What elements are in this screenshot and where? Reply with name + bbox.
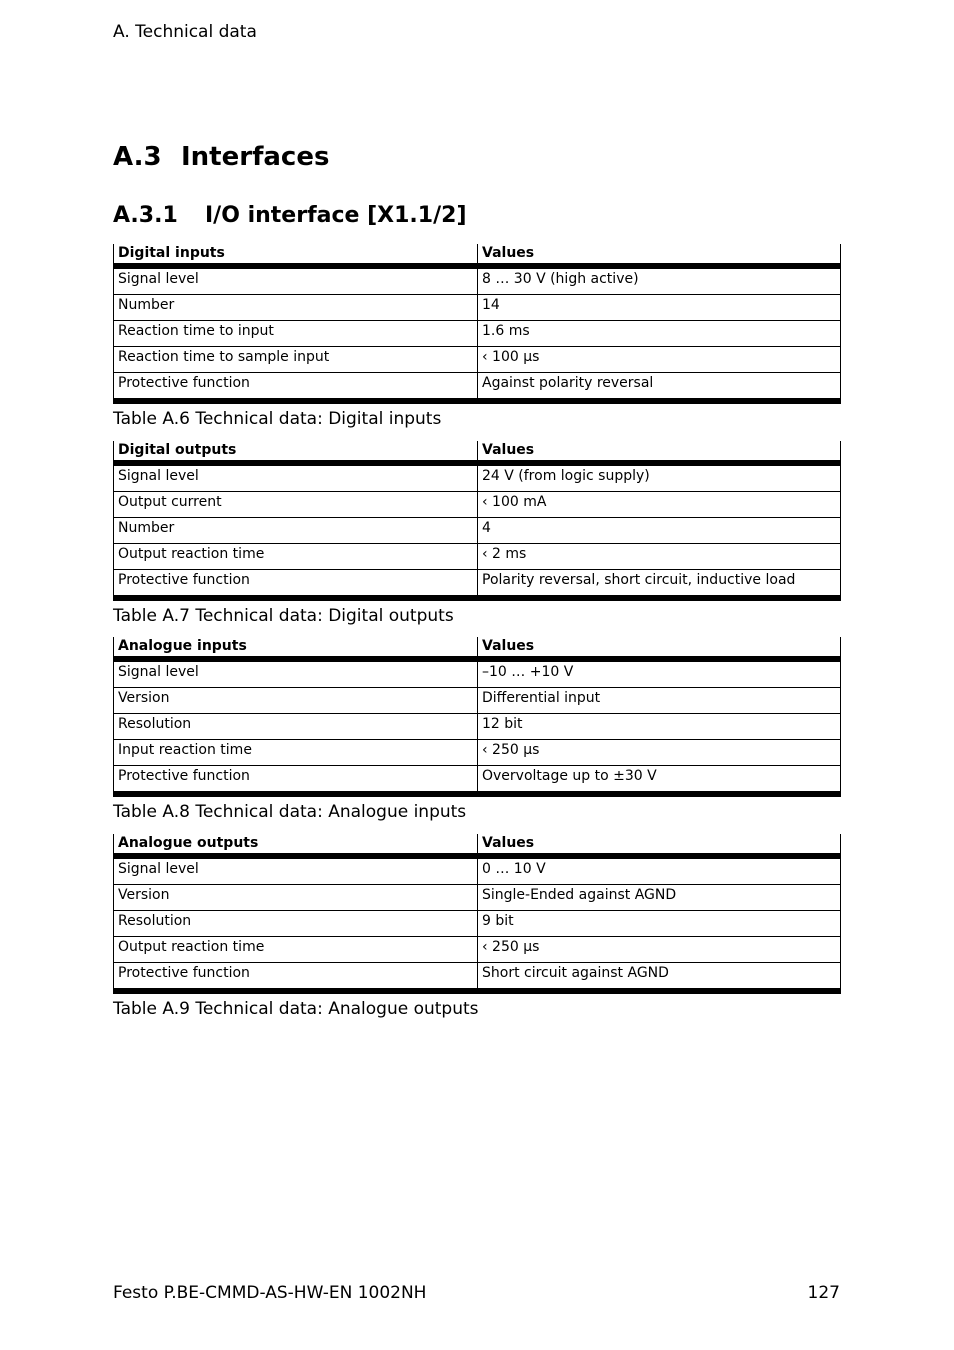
column-header: Digital outputs bbox=[114, 441, 478, 463]
value-cell: ‹ 100 µs bbox=[478, 347, 841, 373]
column-header: Values bbox=[478, 834, 841, 856]
digital-inputs-table bbox=[113, 244, 841, 404]
parameter-cell: Output reaction time bbox=[114, 544, 478, 570]
parameter-cell: Resolution bbox=[114, 714, 478, 740]
parameter-cell: Version bbox=[114, 688, 478, 714]
value-cell: ‹ 250 µs bbox=[478, 937, 841, 963]
value-cell: 0 … 10 V bbox=[478, 856, 841, 885]
table-row bbox=[114, 463, 841, 492]
subsection-title-text: I/O interface [X1.1/2] bbox=[205, 203, 467, 228]
parameter-cell: Number bbox=[114, 518, 478, 544]
table-row bbox=[114, 856, 841, 885]
footer-document-id: Festo P.BE-CMMD-AS-HW-EN 1002NH bbox=[113, 1283, 427, 1303]
parameter-cell: Signal level bbox=[114, 463, 478, 492]
parameter-cell: Reaction time to input bbox=[114, 321, 478, 347]
value-cell: –10 … +10 V bbox=[478, 659, 841, 688]
parameter-cell: Number bbox=[114, 295, 478, 321]
value-cell: 24 V (from logic supply) bbox=[478, 463, 841, 492]
table-caption: Table A.6 Technical data: Digital inputs bbox=[113, 409, 442, 429]
parameter-cell: Protective function bbox=[114, 766, 478, 795]
digital-outputs-table bbox=[113, 441, 841, 601]
table-row bbox=[114, 544, 841, 570]
footer-page-number: 127 bbox=[807, 1283, 840, 1303]
value-cell: ‹ 250 µs bbox=[478, 740, 841, 766]
analogue-inputs-table-block bbox=[113, 637, 841, 822]
parameter-cell: Signal level bbox=[114, 266, 478, 295]
value-cell: Single-Ended against AGND bbox=[478, 885, 841, 911]
value-cell: Polarity reversal, short circuit, inductive load bbox=[478, 570, 841, 599]
table-row bbox=[114, 321, 841, 347]
table-header-row bbox=[114, 834, 841, 856]
column-header: Analogue inputs bbox=[114, 637, 478, 659]
parameter-cell: Protective function bbox=[114, 963, 478, 992]
parameter-cell: Version bbox=[114, 885, 478, 911]
value-cell: 9 bit bbox=[478, 911, 841, 937]
value-cell: Overvoltage up to ±30 V bbox=[478, 766, 841, 795]
table-row bbox=[114, 885, 841, 911]
parameter-cell: Resolution bbox=[114, 911, 478, 937]
value-cell: 14 bbox=[478, 295, 841, 321]
column-header: Values bbox=[478, 441, 841, 463]
table-row bbox=[114, 347, 841, 373]
analogue-outputs-table bbox=[113, 834, 841, 994]
parameter-cell: Signal level bbox=[114, 659, 478, 688]
value-cell: 8 … 30 V (high active) bbox=[478, 266, 841, 295]
value-cell: Short circuit against AGND bbox=[478, 963, 841, 992]
value-cell: ‹ 2 ms bbox=[478, 544, 841, 570]
table-row bbox=[114, 911, 841, 937]
table-row bbox=[114, 740, 841, 766]
parameter-cell: Protective function bbox=[114, 570, 478, 599]
section-title bbox=[113, 142, 329, 172]
column-header: Analogue outputs bbox=[114, 834, 478, 856]
value-cell: ‹ 100 mA bbox=[478, 492, 841, 518]
parameter-cell: Output reaction time bbox=[114, 937, 478, 963]
table-caption: Table A.8 Technical data: Analogue inputs bbox=[113, 802, 467, 822]
table-row bbox=[114, 688, 841, 714]
section-number: A.3 bbox=[113, 142, 162, 172]
digital-outputs-table-block bbox=[113, 441, 841, 626]
table-header-row bbox=[114, 637, 841, 659]
value-cell: Differential input bbox=[478, 688, 841, 714]
parameter-cell: Reaction time to sample input bbox=[114, 347, 478, 373]
section-title-text: Interfaces bbox=[181, 142, 330, 172]
table-header-row bbox=[114, 244, 841, 266]
table-caption: Table A.9 Technical data: Analogue outputs bbox=[113, 999, 479, 1019]
table-row bbox=[114, 714, 841, 740]
column-header: Values bbox=[478, 244, 841, 266]
table-caption: Table A.7 Technical data: Digital outputs bbox=[113, 606, 454, 626]
table-row bbox=[114, 518, 841, 544]
value-cell: Against polarity reversal bbox=[478, 373, 841, 402]
running-header: A. Technical data bbox=[113, 22, 257, 42]
column-header: Values bbox=[478, 637, 841, 659]
table-row bbox=[114, 963, 841, 992]
subsection-title bbox=[113, 203, 467, 228]
table-row bbox=[114, 570, 841, 599]
table-row bbox=[114, 373, 841, 402]
analogue-inputs-table bbox=[113, 637, 841, 797]
table-row bbox=[114, 492, 841, 518]
subsection-number: A.3.1 bbox=[113, 203, 178, 228]
value-cell: 12 bit bbox=[478, 714, 841, 740]
table-row bbox=[114, 937, 841, 963]
parameter-cell: Input reaction time bbox=[114, 740, 478, 766]
table-row bbox=[114, 659, 841, 688]
table-row bbox=[114, 266, 841, 295]
value-cell: 1.6 ms bbox=[478, 321, 841, 347]
analogue-outputs-table-block bbox=[113, 834, 841, 1019]
parameter-cell: Signal level bbox=[114, 856, 478, 885]
table-row bbox=[114, 766, 841, 795]
parameter-cell: Protective function bbox=[114, 373, 478, 402]
table-header-row bbox=[114, 441, 841, 463]
table-row bbox=[114, 295, 841, 321]
column-header: Digital inputs bbox=[114, 244, 478, 266]
value-cell: 4 bbox=[478, 518, 841, 544]
digital-inputs-table-block bbox=[113, 244, 841, 429]
parameter-cell: Output current bbox=[114, 492, 478, 518]
